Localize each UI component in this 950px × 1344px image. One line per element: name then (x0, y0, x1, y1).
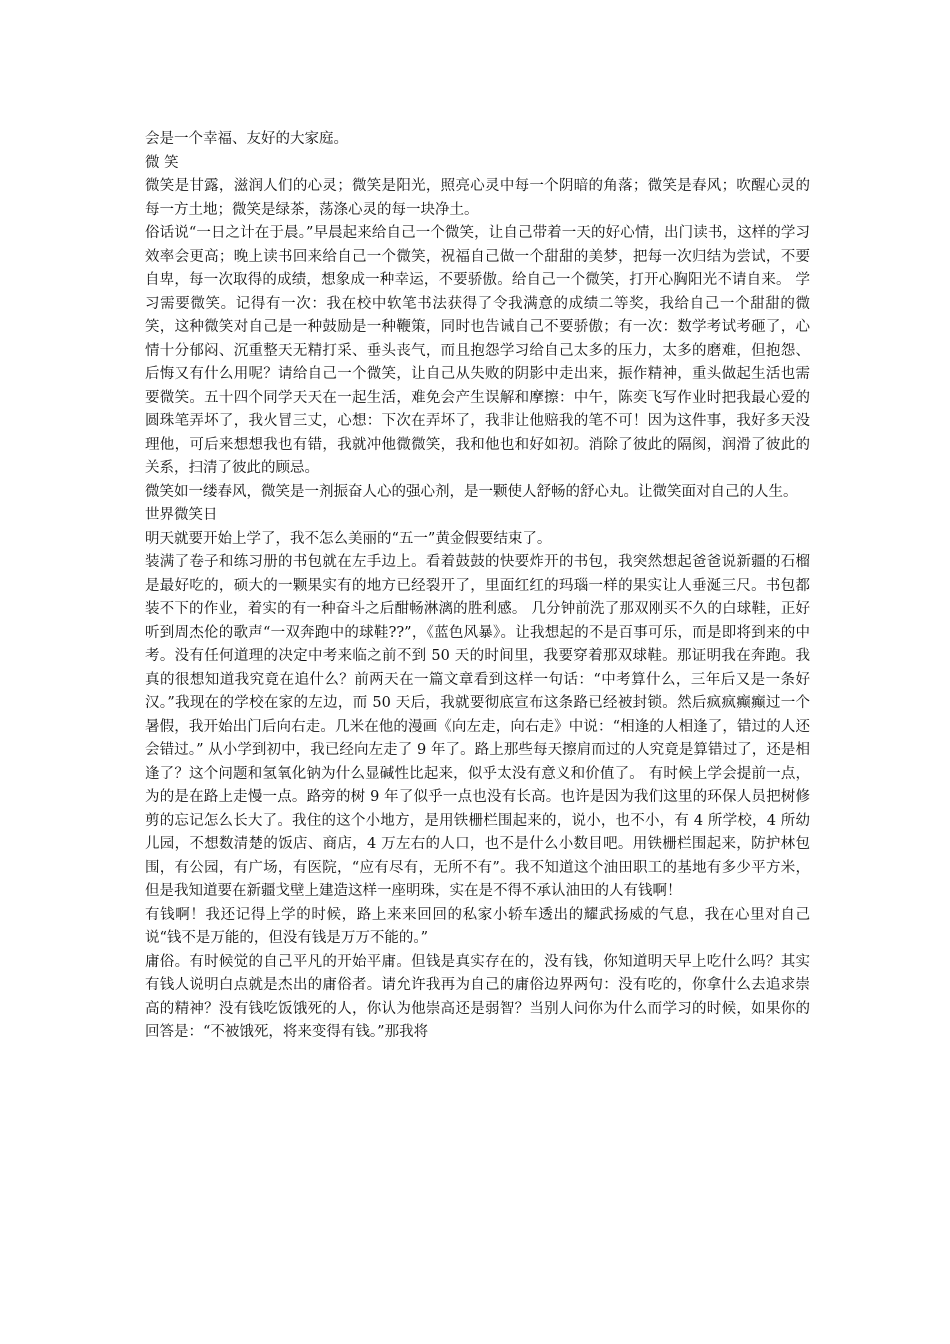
document-page (145, 128, 810, 1045)
paragraph: 装满了卷子和练习册的书包就在左手边上。看着鼓鼓的快要炸开的书包，我突然想起爸爸说新疆的石榴是最好吃的，硕大的一颗果实有的地方已经裂开了，里面红红的玛瑙一样的果实让人垂涎三尺。书包都装不下的作业，着实的有一种奋斗之后酣畅淋漓的胜利感。 几分钟前洗了那双刚买不久的白球鞋，正好听到周杰伦的歌声“一双奔跑中的球鞋??”，《蓝色风暴》。让我想起的不是百事可乐，而是即将到来的中考。没有任何道理的决定中考来临之前不到 50 天的时间里，我要穿着那双球鞋。那证明我在奔跑。我真的很想知道我究竟在追什么？前两天在一篇文章看到这样一句话：“中考算什么，三年后又是一条好汉。”我现在的学校在家的左边，而 50 天后，我就要彻底宣布这条路已经被封锁。然后疯疯癫癫过一个暑假，我开始出门后向右走。几米在他的漫画《向左走，向右走》中说：“相逢的人相逢了，错过的人还会错过。” 从小学到初中，我已经向左走了 9 年了。路上那些每天擦肩而过的人究竟是算错过了，还是相逢了？这个问题和氢氧化钠为什么显碱性比起来，似乎太没有意义和价值了。 有时候上学会提前一点，为的是在路上走慢一点。路旁的树 9 年了似乎一点也没有长高。也许是因为我们这里的环保人员把树修剪的忘记怎么长大了。我住的这个小地方，是用铁栅栏围起来的，说小，也不小，有 4 所学校，4 所幼儿园，不想数清楚的饭店、商店，4 万左右的人口，也不是什么小数目吧。用铁栅栏围起来，防护林包围，有公园，有广场，有医院，“应有尽有，无所不有”。我不知道这个油田职工的基地有多少平方米，但是我知道要在新疆戈壁上建造这样一座明珠，实在是不得不承认油田的人有钱啊！ (145, 554, 810, 899)
paragraph: 俗话说“一日之计在于晨。”早晨起来给自己一个微笑，让自己带着一天的好心情，出门读书，这样的学习效率会更高；晚上读书回来给自己一个微笑，祝福自己做一个甜甜的美梦，把每一次归结为尝试，不要自卑，每一次取得的成绩，想象成一种幸运，不要骄傲。给自己一个微笑，打开心胸阳光不请自来。 学习需要微笑。记得有一次：我在校中软笔书法获得了令我满意的成绩二等奖，我给自己一个甜甜的微笑，这种微笑对自己是一种鼓励是一种鞭策，同时也告诫自己不要骄傲；有一次：数学考试考砸了，心情十分郁闷、沉重整天无精打采、垂头丧气，而且抱怨学习给自己太多的压力，太多的磨难，但抱怨、后悔又有什么用呢？请给自己一个微笑，让自己从失败的阴影中走出来，振作精神，重头做起生活也需要微笑。五十四个同学天天在一起生活，难免会产生误解和摩擦：中午，陈奕飞写作业时把我最心爱的圆珠笔弄坏了，我火冒三丈，心想：下次在弄坏了，我非让他赔我的笔不可！因为这件事，我好多天没理他，可后来想想我也有错，我就冲他微微笑，我和他也和好如初。消除了彼此的隔阂，润滑了彼此的关系，扫清了彼此的顾忌。 (145, 225, 810, 476)
paragraph: 明天就要开始上学了，我不怎么美丽的“五一”黄金假要结束了。 (145, 530, 552, 547)
paragraph: 庸俗。有时候觉的自己平凡的开始平庸。但钱是真实存在的，没有钱，你知道明天早上吃什么吗？其实有钱人说明白点就是杰出的庸俗者。请允许我再为自己的庸俗边界两句：没有吃的，你拿什么去追求崇高的精神？没有钱吃饭饿死的人，你认为他崇高还是弱智？当别人问你为什么而学习的时候，如果你的回答是：“不被饿死，将来变得有钱。”那我将 (145, 953, 810, 1040)
paragraph: 微笑如一缕春风，微笑是一剂振奋人心的强心剂，是一颗使人舒畅的舒心丸。让微笑面对自己的人生。 (145, 483, 798, 500)
section-title-world-smile-day: 世界微笑日 (145, 507, 218, 523)
paragraph-continuation: 会是一个幸福、友好的大家庭。 (145, 131, 348, 147)
paragraph: 有钱啊！我还记得上学的时候，路上来来回回的私家小轿车透出的耀武扬威的气息，我在心里对自己说“钱不是万能的，但没有钱是万万不能的。” (145, 906, 810, 946)
section-title-smile: 微 笑 (145, 154, 179, 171)
paragraph: 微笑是甘露，滋润人们的心灵；微笑是阳光，照亮心灵中每一个阴暗的角落；微笑是春风；吹醒心灵的每一方土地；微笑是绿茶，荡涤心灵的每一块净土。 (145, 178, 810, 218)
